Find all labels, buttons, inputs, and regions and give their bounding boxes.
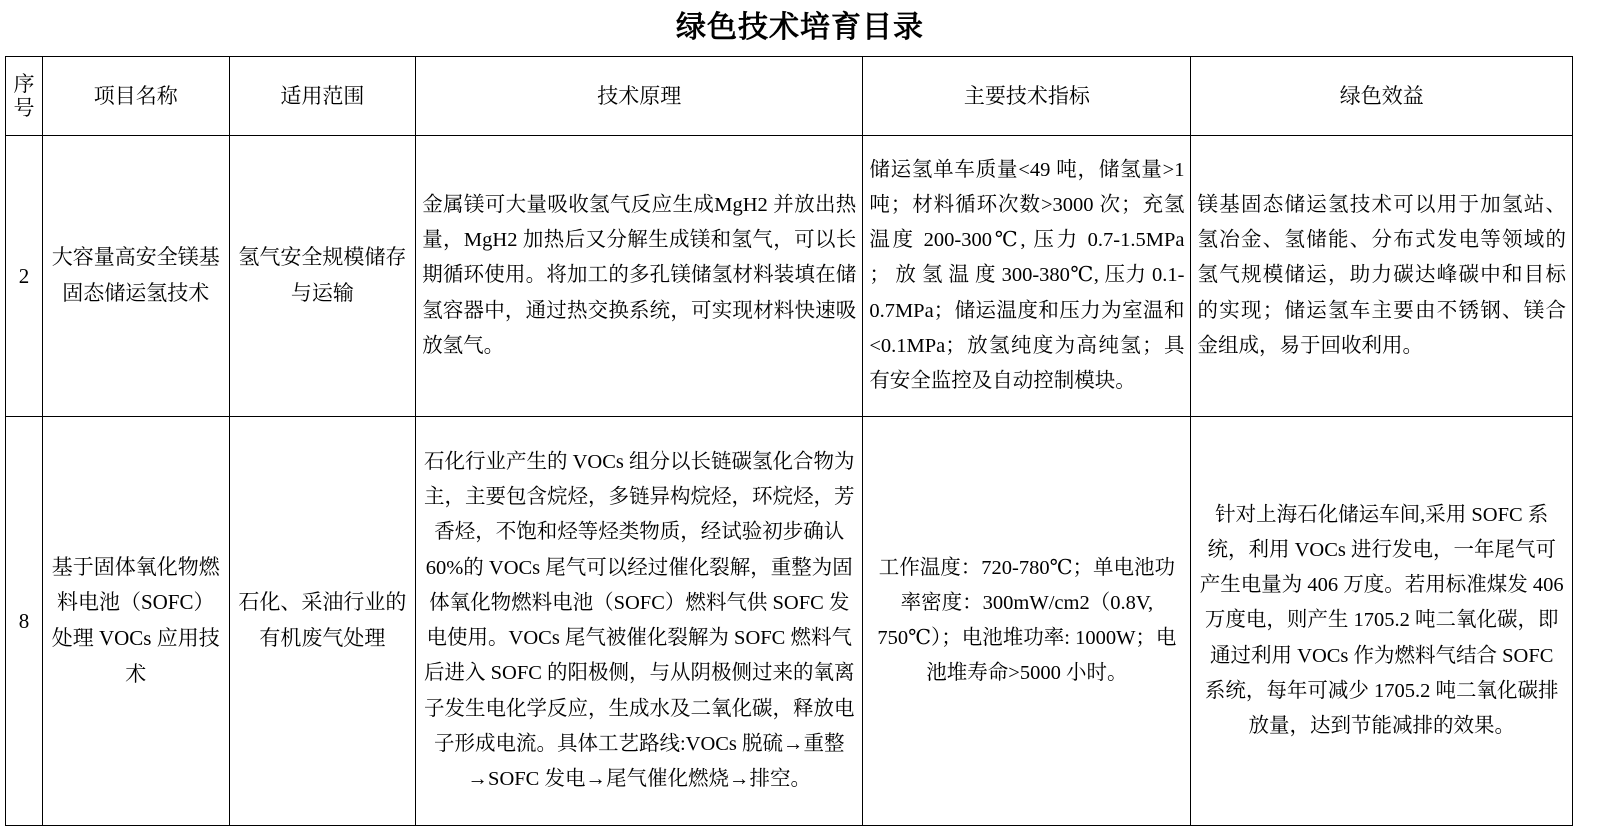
row-benefit: 针对上海石化储运车间,采用 SOFC 系统，利用 VOCs 进行发电，一年尾气可产生电量为 406 万度。若用标准煤发 406 万度电，则产生 1705.2 吨二氧化碳，即通过利用 VOCs 作为燃料气结合 SOFC 系统，每年可减少 1705.2 吨二氧化碳排放量，达到节能减排的效果。: [1191, 417, 1573, 826]
column-header-indicators: 主要技术指标: [863, 57, 1191, 136]
row-project-name: 大容量高安全镁基固态储运氢技术: [42, 136, 229, 417]
row-principle: 石化行业产生的 VOCs 组分以长链碳氢化合物为主，主要包含烷烃，多链异构烷烃，环烷烃，芳香烃，不饱和烃等烃类物质，经试验初步确认 60%的 VOCs 尾气可以经过催化裂解，重整为固体氧化物燃料电池（SOFC）燃料气供 SOFC 发电使用。VOCs 尾气被催化裂解为 SOFC 燃料气后进入 SOFC 的阳极侧，与从阴极侧过来的氧离子发生电化学反应，生成水及二氧化碳，释放电子形成电流。具体工艺路线:VOCs 脱硫→重整→SOFC 发电→尾气催化燃烧→排空。: [416, 417, 863, 826]
row-scope: 石化、采油行业的有机废气处理: [229, 417, 416, 826]
column-header-sequence: [6, 57, 43, 136]
green-technology-catalog-table: [5, 56, 1573, 826]
column-header-sequence-line1: 序: [13, 71, 35, 96]
column-header-scope: 适用范围: [229, 57, 416, 136]
column-header-sequence-line2: 号: [13, 96, 35, 120]
column-header-benefit: 绿色效益: [1191, 57, 1573, 136]
page-title: 绿色技术培育目录: [676, 11, 924, 44]
row-indicators: 储运氢单车质量<49 吨，储氢量>1 吨；材料循环次数>3000 次；充氢温度 200-300℃, 压力 0.7-1.5MPa ； 放 氢 温 度 300-380℃, 压力 0.1-0.7MPa；储运温度和压力为室温和<0.1MPa；放氢纯度为高纯氢；具有安全监控及自动控制模块。: [863, 136, 1191, 417]
row-principle: 金属镁可大量吸收氢气反应生成MgH2 并放出热量，MgH2 加热后又分解生成镁和氢气，可以长期循环使用。将加工的多孔镁储氢材料装填在储氢容器中，通过热交换系统，可实现材料快速吸放氢气。: [416, 136, 863, 417]
row-project-name: 基于固体氧化物燃料电池（SOFC）处理 VOCs 应用技术: [42, 417, 229, 826]
column-header-project-name: 项目名称: [42, 57, 229, 136]
row-indicators: 工作温度：720-780℃；单电池功率密度：300mW/cm2（0.8V, 750℃）；电池堆功率: 1000W；电池堆寿命>5000 小时。: [863, 417, 1191, 826]
row-benefit: 镁基固态储运氢技术可以用于加氢站、氢冶金、氢储能、分布式发电等领域的氢气规模储运，助力碳达峰碳中和目标的实现；储运氢车主要由不锈钢、镁合金组成，易于回收利用。: [1191, 136, 1573, 417]
row-sequence: 2: [6, 136, 43, 417]
row-scope: 氢气安全规模储存与运输: [229, 136, 416, 417]
table-header-row: [6, 57, 1573, 136]
column-header-principle: 技术原理: [416, 57, 863, 136]
table-row: [6, 417, 1573, 826]
row-sequence: 8: [6, 417, 43, 826]
table-row: [6, 136, 1573, 417]
